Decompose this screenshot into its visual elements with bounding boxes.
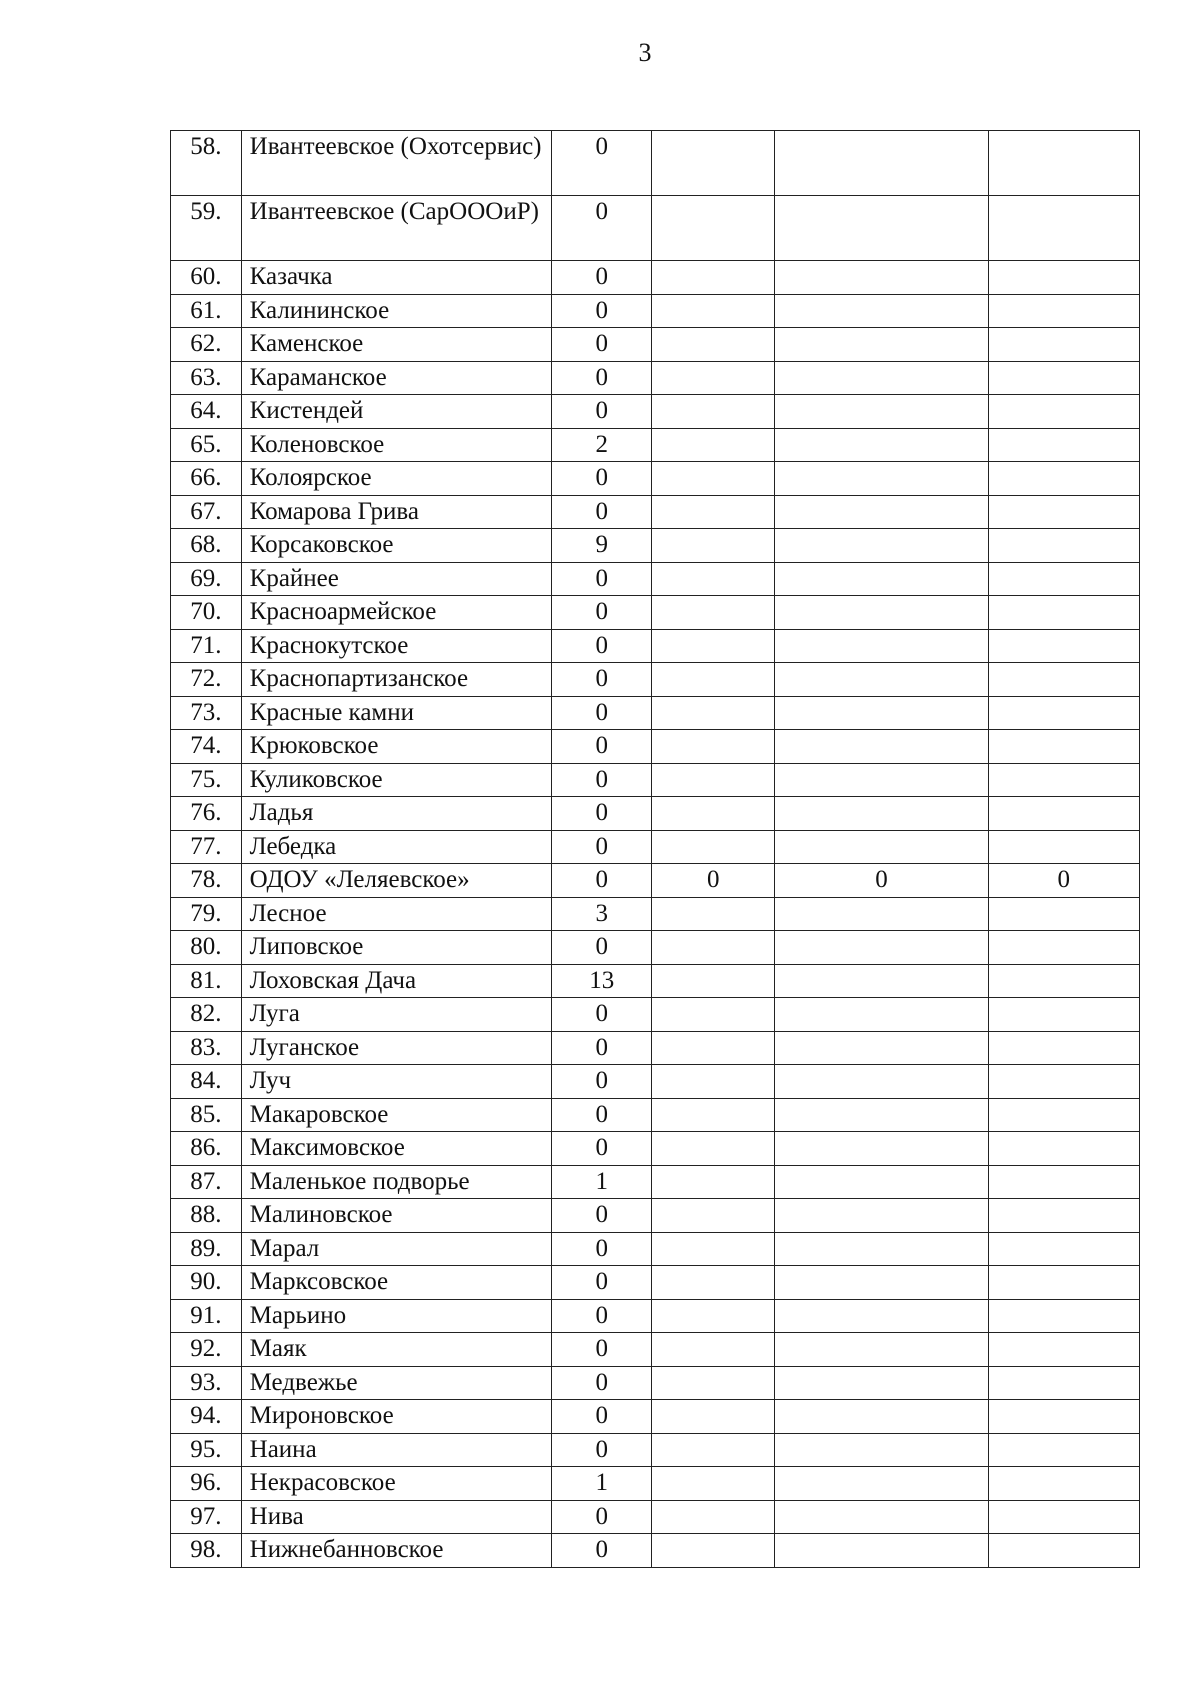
value-cell-3: [775, 629, 988, 663]
value-cell-2: [652, 529, 775, 563]
table-row: [171, 294, 1140, 328]
value-cell-3: [775, 361, 988, 395]
ground-name-cell: ОДОУ «Леляевское»: [241, 864, 552, 898]
value-cell-2: [652, 1098, 775, 1132]
value-cell-1: 0: [552, 797, 652, 831]
ground-name-cell: Куликовское: [241, 763, 552, 797]
row-number-cell: 74.: [171, 730, 242, 764]
ground-name-cell: Калининское: [241, 294, 552, 328]
value-cell-3: [775, 730, 988, 764]
row-number-cell: 71.: [171, 629, 242, 663]
value-cell-2: [652, 562, 775, 596]
value-cell-2: [652, 1433, 775, 1467]
table-row: [171, 495, 1140, 529]
table-row: [171, 964, 1140, 998]
value-cell-2: 0: [652, 864, 775, 898]
value-cell-4: [988, 1199, 1139, 1233]
value-cell-3: [775, 1165, 988, 1199]
ground-name-cell: Луганское: [241, 1031, 552, 1065]
value-cell-3: [775, 1065, 988, 1099]
value-cell-4: [988, 131, 1139, 196]
table-row: [171, 663, 1140, 697]
value-cell-4: [988, 897, 1139, 931]
value-cell-4: [988, 328, 1139, 362]
table-row: [171, 797, 1140, 831]
value-cell-3: 0: [775, 864, 988, 898]
value-cell-1: 0: [552, 495, 652, 529]
value-cell-3: [775, 261, 988, 295]
ground-name-cell: Ивантеевское (СарОООиР): [241, 196, 552, 261]
value-cell-2: [652, 797, 775, 831]
value-cell-2: [652, 1232, 775, 1266]
table-row: [171, 830, 1140, 864]
ground-name-cell: Комарова Грива: [241, 495, 552, 529]
row-number-cell: 90.: [171, 1266, 242, 1300]
value-cell-3: [775, 1467, 988, 1501]
ground-name-cell: Луч: [241, 1065, 552, 1099]
table-row: [171, 1333, 1140, 1367]
value-cell-1: 0: [552, 1232, 652, 1266]
row-number-cell: 88.: [171, 1199, 242, 1233]
row-number-cell: 79.: [171, 897, 242, 931]
value-cell-3: [775, 1500, 988, 1534]
value-cell-1: 0: [552, 562, 652, 596]
value-cell-3: [775, 462, 988, 496]
value-cell-1: 0: [552, 629, 652, 663]
value-cell-4: [988, 596, 1139, 630]
row-number-cell: 75.: [171, 763, 242, 797]
value-cell-1: 0: [552, 1132, 652, 1166]
table-row: [171, 562, 1140, 596]
value-cell-2: [652, 931, 775, 965]
value-cell-2: [652, 730, 775, 764]
value-cell-2: [652, 1299, 775, 1333]
table-row: [171, 763, 1140, 797]
table-row: [171, 529, 1140, 563]
value-cell-3: [775, 395, 988, 429]
value-cell-3: [775, 797, 988, 831]
value-cell-3: [775, 1333, 988, 1367]
value-cell-4: [988, 428, 1139, 462]
value-cell-3: [775, 495, 988, 529]
value-cell-1: 0: [552, 1333, 652, 1367]
ground-name-cell: Коленовское: [241, 428, 552, 462]
row-number-cell: 87.: [171, 1165, 242, 1199]
ground-name-cell: Каменское: [241, 328, 552, 362]
value-cell-2: [652, 1065, 775, 1099]
value-cell-2: [652, 1500, 775, 1534]
ground-name-cell: Крайнее: [241, 562, 552, 596]
ground-name-cell: Медвежье: [241, 1366, 552, 1400]
value-cell-4: [988, 629, 1139, 663]
table-row: [171, 261, 1140, 295]
value-cell-3: [775, 562, 988, 596]
value-cell-4: [988, 1065, 1139, 1099]
ground-name-cell: Лесное: [241, 897, 552, 931]
ground-name-cell: Краснокутское: [241, 629, 552, 663]
row-number-cell: 60.: [171, 261, 242, 295]
row-number-cell: 67.: [171, 495, 242, 529]
value-cell-2: [652, 395, 775, 429]
value-cell-2: [652, 1400, 775, 1434]
value-cell-1: 0: [552, 596, 652, 630]
row-number-cell: 73.: [171, 696, 242, 730]
value-cell-4: [988, 797, 1139, 831]
ground-name-cell: Лоховская Дача: [241, 964, 552, 998]
table-row: [171, 361, 1140, 395]
value-cell-2: [652, 1199, 775, 1233]
table-row: [171, 328, 1140, 362]
value-cell-1: 0: [552, 830, 652, 864]
table-row: [171, 428, 1140, 462]
value-cell-4: [988, 964, 1139, 998]
table-row: [171, 1132, 1140, 1166]
value-cell-1: 0: [552, 663, 652, 697]
value-cell-3: [775, 931, 988, 965]
table-row: [171, 1165, 1140, 1199]
value-cell-3: [775, 964, 988, 998]
value-cell-2: [652, 964, 775, 998]
row-number-cell: 69.: [171, 562, 242, 596]
value-cell-2: [652, 1366, 775, 1400]
table-row: [171, 1232, 1140, 1266]
table-row: [171, 131, 1140, 196]
value-cell-2: [652, 1165, 775, 1199]
row-number-cell: 61.: [171, 294, 242, 328]
row-number-cell: 64.: [171, 395, 242, 429]
ground-name-cell: Казачка: [241, 261, 552, 295]
table-row: [171, 730, 1140, 764]
value-cell-1: 0: [552, 395, 652, 429]
ground-name-cell: Максимовское: [241, 1132, 552, 1166]
table-row: [171, 1366, 1140, 1400]
value-cell-2: [652, 495, 775, 529]
value-cell-3: [775, 1366, 988, 1400]
value-cell-2: [652, 462, 775, 496]
ground-name-cell: Некрасовское: [241, 1467, 552, 1501]
value-cell-2: [652, 1534, 775, 1568]
value-cell-2: [652, 131, 775, 196]
value-cell-1: 0: [552, 294, 652, 328]
value-cell-3: [775, 1299, 988, 1333]
value-cell-3: [775, 763, 988, 797]
value-cell-3: [775, 897, 988, 931]
table-row: [171, 1266, 1140, 1300]
value-cell-1: 0: [552, 261, 652, 295]
ground-name-cell: Нижнебанновское: [241, 1534, 552, 1568]
value-cell-3: [775, 1433, 988, 1467]
value-cell-4: [988, 1232, 1139, 1266]
ground-name-cell: Нива: [241, 1500, 552, 1534]
value-cell-2: [652, 629, 775, 663]
value-cell-3: [775, 529, 988, 563]
value-cell-2: [652, 428, 775, 462]
value-cell-4: [988, 1467, 1139, 1501]
value-cell-4: [988, 1366, 1139, 1400]
value-cell-3: [775, 663, 988, 697]
value-cell-4: [988, 562, 1139, 596]
value-cell-2: [652, 1132, 775, 1166]
row-number-cell: 95.: [171, 1433, 242, 1467]
value-cell-4: [988, 395, 1139, 429]
value-cell-1: 0: [552, 998, 652, 1032]
ground-name-cell: Мироновское: [241, 1400, 552, 1434]
value-cell-3: [775, 1199, 988, 1233]
value-cell-4: [988, 998, 1139, 1032]
table-row: [171, 1433, 1140, 1467]
table-row: [171, 629, 1140, 663]
value-cell-1: 0: [552, 1098, 652, 1132]
ground-name-cell: Наина: [241, 1433, 552, 1467]
value-cell-2: [652, 196, 775, 261]
value-cell-4: [988, 1266, 1139, 1300]
value-cell-1: 0: [552, 131, 652, 196]
row-number-cell: 70.: [171, 596, 242, 630]
table-row: [171, 596, 1140, 630]
row-number-cell: 76.: [171, 797, 242, 831]
value-cell-3: [775, 1031, 988, 1065]
row-number-cell: 78.: [171, 864, 242, 898]
table-row: [171, 196, 1140, 261]
value-cell-4: [988, 1400, 1139, 1434]
value-cell-3: [775, 428, 988, 462]
value-cell-2: [652, 294, 775, 328]
ground-name-cell: Лебедка: [241, 830, 552, 864]
value-cell-1: 0: [552, 462, 652, 496]
value-cell-1: 0: [552, 361, 652, 395]
value-cell-4: [988, 730, 1139, 764]
value-cell-4: [988, 495, 1139, 529]
ground-name-cell: Малиновское: [241, 1199, 552, 1233]
table-row: [171, 931, 1140, 965]
value-cell-2: [652, 1266, 775, 1300]
value-cell-4: [988, 361, 1139, 395]
value-cell-2: [652, 261, 775, 295]
value-cell-1: 0: [552, 1366, 652, 1400]
value-cell-1: 0: [552, 1065, 652, 1099]
row-number-cell: 91.: [171, 1299, 242, 1333]
value-cell-3: [775, 1400, 988, 1434]
ground-name-cell: Колоярское: [241, 462, 552, 496]
value-cell-4: [988, 830, 1139, 864]
value-cell-4: [988, 1333, 1139, 1367]
value-cell-1: 3: [552, 897, 652, 931]
value-cell-1: 0: [552, 328, 652, 362]
value-cell-2: [652, 696, 775, 730]
value-cell-3: [775, 696, 988, 730]
value-cell-2: [652, 328, 775, 362]
value-cell-4: [988, 294, 1139, 328]
value-cell-1: 0: [552, 1266, 652, 1300]
ground-name-cell: Караманское: [241, 361, 552, 395]
row-number-cell: 82.: [171, 998, 242, 1032]
table-row: [171, 696, 1140, 730]
value-cell-3: [775, 131, 988, 196]
value-cell-2: [652, 361, 775, 395]
value-cell-3: [775, 998, 988, 1032]
value-cell-1: 0: [552, 1031, 652, 1065]
table-body: [171, 131, 1140, 1568]
table-row: [171, 1098, 1140, 1132]
ground-name-cell: Ивантеевское (Охотсервис): [241, 131, 552, 196]
ground-name-cell: Краснопартизанское: [241, 663, 552, 697]
row-number-cell: 92.: [171, 1333, 242, 1367]
table-row: [171, 1065, 1140, 1099]
row-number-cell: 84.: [171, 1065, 242, 1099]
row-number-cell: 94.: [171, 1400, 242, 1434]
value-cell-1: 2: [552, 428, 652, 462]
row-number-cell: 96.: [171, 1467, 242, 1501]
row-number-cell: 63.: [171, 361, 242, 395]
value-cell-2: [652, 830, 775, 864]
table-row: [171, 1031, 1140, 1065]
row-number-cell: 65.: [171, 428, 242, 462]
value-cell-4: [988, 1299, 1139, 1333]
value-cell-3: [775, 1232, 988, 1266]
value-cell-2: [652, 998, 775, 1032]
value-cell-3: [775, 1266, 988, 1300]
row-number-cell: 66.: [171, 462, 242, 496]
value-cell-4: [988, 763, 1139, 797]
ground-name-cell: Красноармейское: [241, 596, 552, 630]
row-number-cell: 77.: [171, 830, 242, 864]
row-number-cell: 59.: [171, 196, 242, 261]
ground-name-cell: Липовское: [241, 931, 552, 965]
value-cell-2: [652, 663, 775, 697]
value-cell-3: [775, 830, 988, 864]
value-cell-1: 13: [552, 964, 652, 998]
value-cell-1: 0: [552, 696, 652, 730]
value-cell-2: [652, 596, 775, 630]
table-row: [171, 1467, 1140, 1501]
row-number-cell: 72.: [171, 663, 242, 697]
value-cell-1: 0: [552, 763, 652, 797]
hunting-grounds-table: [170, 130, 1140, 1568]
ground-name-cell: Марксовское: [241, 1266, 552, 1300]
row-number-cell: 62.: [171, 328, 242, 362]
table-row: [171, 897, 1140, 931]
value-cell-4: 0: [988, 864, 1139, 898]
value-cell-1: 1: [552, 1467, 652, 1501]
table-row: [171, 1500, 1140, 1534]
row-number-cell: 97.: [171, 1500, 242, 1534]
row-number-cell: 81.: [171, 964, 242, 998]
value-cell-4: [988, 696, 1139, 730]
value-cell-1: 0: [552, 1500, 652, 1534]
value-cell-3: [775, 596, 988, 630]
value-cell-4: [988, 1031, 1139, 1065]
value-cell-1: 0: [552, 1433, 652, 1467]
ground-name-cell: Крюковское: [241, 730, 552, 764]
ground-name-cell: Марал: [241, 1232, 552, 1266]
table-row: [171, 1299, 1140, 1333]
value-cell-4: [988, 1534, 1139, 1568]
table-row: [171, 864, 1140, 898]
row-number-cell: 86.: [171, 1132, 242, 1166]
value-cell-4: [988, 663, 1139, 697]
row-number-cell: 98.: [171, 1534, 242, 1568]
value-cell-1: 0: [552, 1400, 652, 1434]
value-cell-1: 0: [552, 864, 652, 898]
value-cell-4: [988, 196, 1139, 261]
value-cell-1: 0: [552, 1199, 652, 1233]
value-cell-1: 0: [552, 1299, 652, 1333]
ground-name-cell: Макаровское: [241, 1098, 552, 1132]
row-number-cell: 80.: [171, 931, 242, 965]
value-cell-2: [652, 1333, 775, 1367]
row-number-cell: 93.: [171, 1366, 242, 1400]
ground-name-cell: Маяк: [241, 1333, 552, 1367]
value-cell-2: [652, 897, 775, 931]
row-number-cell: 89.: [171, 1232, 242, 1266]
value-cell-4: [988, 261, 1139, 295]
ground-name-cell: Маленькое подворье: [241, 1165, 552, 1199]
value-cell-4: [988, 1132, 1139, 1166]
table-row: [171, 462, 1140, 496]
table-row: [171, 395, 1140, 429]
row-number-cell: 85.: [171, 1098, 242, 1132]
value-cell-1: 0: [552, 196, 652, 261]
value-cell-2: [652, 1467, 775, 1501]
value-cell-4: [988, 931, 1139, 965]
row-number-cell: 58.: [171, 131, 242, 196]
value-cell-1: 1: [552, 1165, 652, 1199]
table-row: [171, 998, 1140, 1032]
value-cell-4: [988, 462, 1139, 496]
ground-name-cell: Ладья: [241, 797, 552, 831]
value-cell-4: [988, 529, 1139, 563]
value-cell-3: [775, 1098, 988, 1132]
value-cell-4: [988, 1433, 1139, 1467]
value-cell-1: 0: [552, 931, 652, 965]
ground-name-cell: Марьино: [241, 1299, 552, 1333]
value-cell-1: 0: [552, 1534, 652, 1568]
page-number: 3: [638, 38, 652, 67]
row-number-cell: 83.: [171, 1031, 242, 1065]
ground-name-cell: Красные камни: [241, 696, 552, 730]
value-cell-3: [775, 196, 988, 261]
value-cell-4: [988, 1165, 1139, 1199]
table-row: [171, 1400, 1140, 1434]
ground-name-cell: Кистендей: [241, 395, 552, 429]
value-cell-2: [652, 763, 775, 797]
value-cell-3: [775, 1132, 988, 1166]
ground-name-cell: Корсаковское: [241, 529, 552, 563]
value-cell-3: [775, 294, 988, 328]
value-cell-3: [775, 328, 988, 362]
value-cell-4: [988, 1500, 1139, 1534]
value-cell-2: [652, 1031, 775, 1065]
value-cell-1: 0: [552, 730, 652, 764]
value-cell-4: [988, 1098, 1139, 1132]
ground-name-cell: Луга: [241, 998, 552, 1032]
table-row: [171, 1199, 1140, 1233]
value-cell-1: 9: [552, 529, 652, 563]
value-cell-3: [775, 1534, 988, 1568]
table-row: [171, 1534, 1140, 1568]
row-number-cell: 68.: [171, 529, 242, 563]
